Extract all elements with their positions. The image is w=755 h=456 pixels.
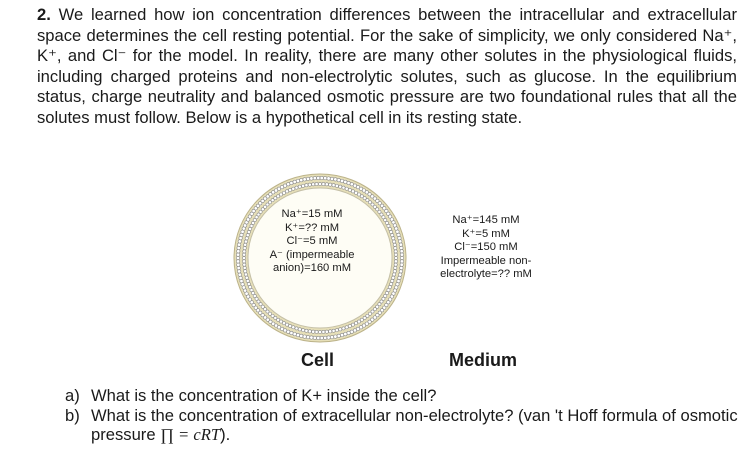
lipid-bead [345,187,348,190]
lipid-bead [345,326,348,329]
lipid-bead [400,266,403,269]
outside-cl: Cl⁻=150 mM [454,241,518,254]
lipid-bead [238,273,241,276]
inside-na: Na⁺=15 mM [281,208,343,220]
lipid-bead [240,233,243,236]
lipid-bead [332,184,335,187]
lipid-bead [237,246,240,249]
lipid-bead [337,178,340,181]
lipid-bead [400,263,403,266]
lipid-bead [315,182,318,185]
lipid-bead [400,250,403,253]
cell-label: Cell [301,350,335,370]
extracellular-concentrations [424,214,548,282]
problem-intro [37,5,737,129]
lipid-bead [279,193,282,196]
lipid-bead [244,240,247,243]
lipid-bead [292,326,295,329]
lipid-bead [245,276,248,279]
lipid-bead [394,266,397,269]
lipid-bead [335,184,338,187]
lipid-bead [306,177,309,180]
lipid-bead [330,177,333,180]
lipid-bead [241,283,244,286]
question-b-marker: b) [65,405,80,425]
lipid-bead [392,276,395,279]
lipid-bead [247,282,250,285]
lipid-bead [293,332,296,335]
lipid-bead [285,323,288,326]
lipid-bead [310,177,313,180]
lipid-bead [392,240,395,243]
lipid-bead [236,253,239,256]
lipid-bead [313,336,316,339]
lipid-bead [243,250,246,253]
lipid-bead [325,330,328,333]
lipid-bead [387,224,390,227]
lipid-bead [354,191,357,194]
lipid-bead [391,234,394,237]
lipid-bead [287,183,290,186]
lipid-bead [400,256,403,259]
lipid-bead [397,279,400,282]
lipid-bead [238,240,241,243]
lipid-bead [242,260,245,263]
lipid-bead [347,331,350,334]
outside-nonelectrolyte-line2: electrolyte=?? mM [440,268,532,281]
lipid-bead [237,266,240,269]
lipid-bead [239,236,242,239]
lipid-bead [237,243,240,246]
lipid-bead [327,177,330,180]
lipid-bead [396,230,399,233]
lipid-bead [394,246,397,249]
lipid-bead [390,230,393,233]
lipid-bead [300,334,303,337]
lipid-bead [399,273,402,276]
lipid-bead [399,270,402,273]
lipid-bead [348,324,351,327]
question-a-text: What is the concentration of K+ inside the cell? [91,386,437,405]
lipid-bead [329,330,332,333]
lipid-bead [342,186,345,189]
lipid-bead [399,240,402,243]
lipid-bead [242,256,245,259]
lipid-bead [397,233,400,236]
lipid-bead [237,263,240,266]
lipid-bead [237,250,240,253]
lipid-bead [312,183,315,186]
medium-label: Medium [449,350,518,370]
lipid-bead [342,327,345,330]
lipid-bead [399,243,402,246]
lipid-bead [289,324,292,327]
lipid-bead [308,183,311,186]
lipid-bead [400,253,403,256]
lipid-bead [243,263,246,266]
lipid-bead [322,182,325,185]
lipid-bead [313,176,316,179]
lipid-bead [290,331,293,334]
lipid-bead [293,180,296,183]
outside-k: K⁺=5 mM [462,227,510,240]
lipid-bead [305,184,308,187]
lipid-bead [398,276,401,279]
lipid-bead [335,329,338,332]
lipid-bead [296,333,299,336]
lipid-bead [292,187,295,190]
lipid-bead [334,178,337,181]
lipid-bead [320,176,323,179]
osmotic-pressure-formula: ∏ = cRT [160,425,221,445]
lipid-bead [325,183,328,186]
lipid-bead [322,330,325,333]
inside-k: K⁺=?? mM [284,221,340,234]
lipid-bead [394,260,397,263]
lipid-bead [334,335,337,338]
lipid-bead [340,179,343,182]
lipid-bead [282,191,285,194]
problem-number: 2. [37,5,51,24]
lipid-bead [310,336,313,339]
lipid-bead [249,285,252,288]
lipid-bead [296,179,299,182]
lipid-bead [317,176,320,179]
lipid-bead [339,328,342,331]
lipid-bead [391,279,394,282]
lipid-bead [239,276,242,279]
lipid-bead [323,336,326,339]
lipid-bead [344,332,347,335]
question-a [65,386,745,406]
lipid-bead [398,236,401,239]
lipid-bead [303,335,306,338]
lipid-bead [394,256,397,259]
lipid-bead [295,186,298,189]
lipid-bead [357,320,360,323]
lipid-bead [244,270,247,273]
lipid-bead [393,243,396,246]
lipid-bead [348,188,351,191]
lipid-bead [236,260,239,263]
lipid-bead [301,184,304,187]
lipid-bead [347,181,350,184]
lipid-bead [327,336,330,339]
inside-cl: Cl⁻=5 mM [286,235,338,248]
lipid-bead [282,322,285,325]
lipid-bead [400,260,403,263]
lipid-bead [344,180,347,183]
intracellular-concentrations [256,208,368,276]
problem-text: We learned how ion concentration differences between the intracellular and extracellular space determines the cell resting potential. For the sake of simplicity, we only considered Na⁺, K⁺, and Cl⁻ for the model. In reality, there are many other solutes in the physiological fluids, including charged proteins and non-electrolytic solutes, such as glucose. In the equilibrium status, charge neutrality and balanced osmotic pressure are two foundational rules that all the solutes must follow. Below is a hypothetical cell in its resting state. [37,5,737,127]
lipid-bead [298,328,301,331]
lipid-bead [244,273,247,276]
lipid-bead [318,330,321,333]
lipid-bead [303,178,306,181]
lipid-bead [339,185,342,188]
lipid-bead [298,185,301,188]
lipid-bead [354,322,357,325]
question-list [65,386,745,445]
lipid-bead [244,243,247,246]
lipid-bead [240,279,243,282]
lipid-bead [250,289,253,292]
lipid-bead [289,188,292,191]
lipid-bead [306,335,309,338]
lipid-bead [312,330,315,333]
lipid-bead [317,336,320,339]
lipid-bead [236,256,239,259]
lipid-bead [390,282,393,285]
inside-anion-line2: anion)=160 mM [272,262,352,275]
outside-na: Na⁺=145 mM [452,214,520,226]
lipid-bead [340,333,343,336]
lipid-bead [350,330,353,333]
lipid-bead [351,190,354,193]
lipid-bead [388,227,391,230]
lipid-bead [388,285,391,288]
inside-anion-line1: A⁻ (impermeable [269,248,355,261]
lipid-bead [392,237,395,240]
lipid-bead [300,178,303,181]
outside-nonelectrolyte-line1: Impermeable non- [440,254,532,267]
lipid-bead [320,336,323,339]
lipid-bead [285,190,288,193]
lipid-bead [247,230,250,233]
lipid-bead [243,266,246,269]
lipid-bead [301,329,304,332]
lipid-bead [305,329,308,332]
lipid-bead [243,246,246,249]
lipid-bead [330,335,333,338]
lipid-bead [400,246,403,249]
lipid-bead [242,253,245,256]
lipid-bead [351,323,354,326]
question-b-body [91,406,745,445]
lipid-bead [295,327,298,330]
question-a-marker: a) [65,386,80,405]
lipid-bead [315,330,318,333]
lipid-bead [393,270,396,273]
lipid-bead [323,176,326,179]
lipid-bead [332,329,335,332]
lipid-bead [245,237,248,240]
lipid-bead [394,263,397,266]
lipid-bead [394,253,397,256]
lipid-bead [394,250,397,253]
question-b-suffix: ). [220,425,231,445]
lipid-bead [337,334,340,337]
lipid-bead [246,279,249,282]
lipid-bead [308,330,311,333]
lipid-bead [392,273,395,276]
question-b-text: What is the concentration of extracellular non-electrolyte? (van 't Hoff formula of osmotic pressure [91,405,738,445]
lipid-bead [249,227,252,230]
question-b [65,406,745,445]
lipid-bead [318,182,321,185]
lipid-bead [329,183,332,186]
lipid-bead [290,181,293,184]
lipid-bead [246,234,249,237]
lipid-bead [237,270,240,273]
